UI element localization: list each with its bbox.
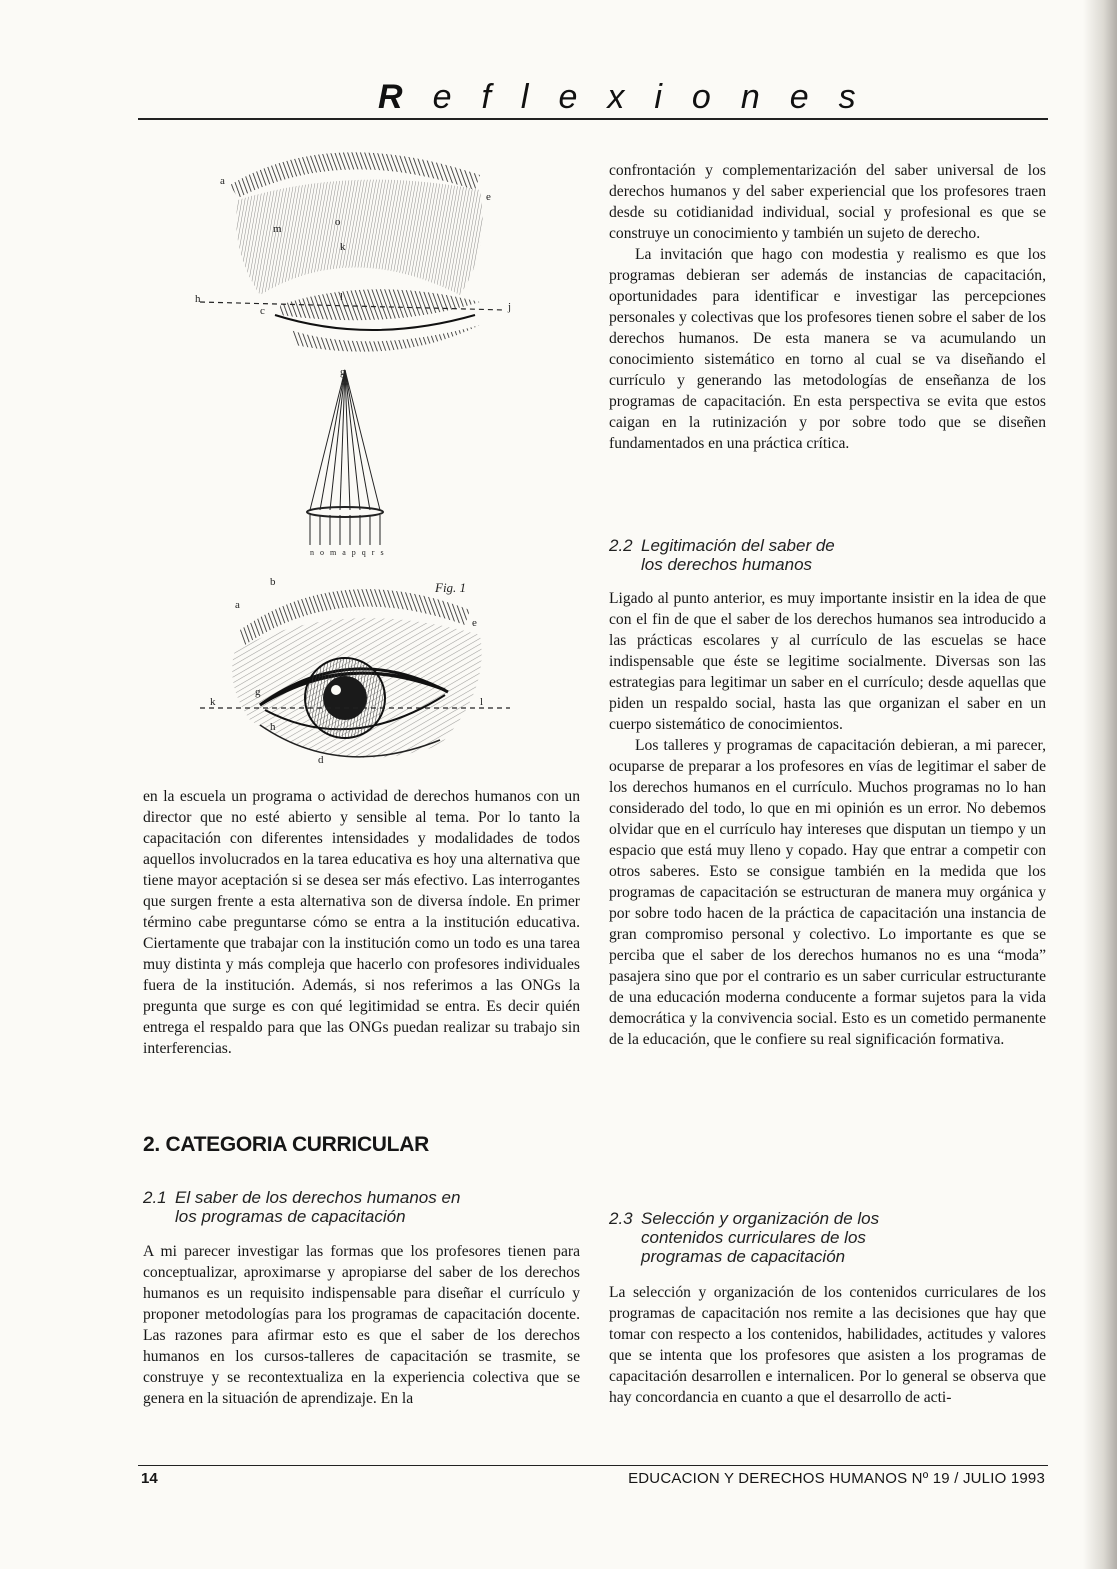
eye-anatomy-illustration (190, 130, 530, 785)
subheading-line: El saber de los derechos humanos en (175, 1188, 461, 1207)
label-fig: Fig. 1 (435, 580, 467, 595)
binding-shadow (1083, 0, 1117, 1569)
label-m: m (273, 223, 282, 235)
footer-rule (138, 1465, 1048, 1466)
paragraph: La invitación que hago con modestia y realismo es que los programas debieran ser además de instancias de capacitación, oportunidades para identificar e investigar las percepciones personales y colectivas que los profesores tienen sobre el saber de los derechos humanos. De esta manera se va acumulando un conocimiento sistemático en torno al cual se va diseñando el currículo y generando las metodologías de enseñanza de los programas de capacitación. En esta perspectiva se evita que estos caigan en la rutinización y por sobre todo que se diseñen fundamentados en una práctica crítica. (609, 246, 1046, 452)
right-column-text-bottom (609, 1282, 1046, 1408)
paragraph: Los talleres y programas de capacitación debieran, a mi parecer, ocuparse de preparar a los profesores en vías de legitimar el saber de los derechos humanos en el currículo. Muchos programas no lo han considerado del todo, lo que en mi opinión es un error. No debemos olvidar que en el currículo hay intereses que disputan un tiempo y un espacio que está muy lleno y copado. Hay que entrar a competir con otros saberes. Esto se consigue también en la medida que los programas de capacitación se estructuran de manera muy orgánica y por sobre todo hacen de la práctica de capacitación una instancia de gran compromiso personal y colectivo. Lo importante es que se perciba que el saber de los derechos humanos no es una “moda” pasajera sino que por el contrario es un saber curricular estructurante de una educación moderna conducente a formar sujetos para la vida democrática y la convivencia social. Esto es un cometido permanente de la educación, que le confiere su real significación formativa. (609, 737, 1046, 1048)
label-k-lower: k (210, 696, 216, 708)
label-b-lower: b (270, 576, 276, 588)
light-cone-diagram (307, 370, 383, 545)
right-column-text-middle (609, 588, 1046, 1050)
section-heading-2: 2. CATEGORIA CURRICULAR (143, 1133, 429, 1156)
label-e-lower: e (472, 617, 477, 629)
label-g-upper: g (340, 366, 346, 378)
subheading-line: Legitimación del saber de (641, 536, 835, 555)
subheading-number: 2.3 (609, 1209, 633, 1228)
subheading-line: los programas de capacitación (175, 1207, 406, 1226)
label-d: d (318, 754, 324, 766)
label-a-lower: a (235, 599, 240, 611)
header-rule (138, 118, 1048, 120)
subheading-line: los derechos humanos (641, 555, 813, 574)
subheading-line: Selección y organización de los (641, 1209, 880, 1228)
subheading-number: 2.2 (609, 536, 633, 555)
label-e-upper: e (486, 191, 491, 203)
label-l-upper: l (340, 291, 344, 303)
subheading-line: contenidos curriculares de los (641, 1228, 866, 1247)
closed-eye-drawing (200, 152, 505, 351)
paragraph: Ligado al punto anterior, es muy importante insistir en la idea de que con el fin de que el saber de los derechos humanos sea introducido a las prácticas escolares y al currículo de las escuelas se hace indispensable que éste se legitime socialmente. Diversas son las estrategias para legitimar un saber en el currículo; desde aquellas que piden un respaldo social, hasta las que organizan el saber en un cuerpo sistemático de conocimientos. (609, 590, 1046, 733)
running-header-rest: eflexiones (432, 78, 886, 116)
paragraph: La selección y organización de los contenidos curriculares de los programas de capacitación nos remite a las decisiones que hay que tomar con respecto a los contenidos, habilidades, actitudes y valores que se intenta que los profesores que asisten a los programas de capacitación desarrollen e internalicen. Por lo general se observa que hay concordancia en cuanto a que el desarrollo de acti- (609, 1284, 1046, 1406)
running-header-initial: R (378, 78, 433, 116)
subheading-line: programas de capacitación (641, 1247, 846, 1266)
label-k-upper: k (340, 241, 346, 253)
running-header (378, 78, 886, 118)
paragraph: en la escuela un programa o actividad de derechos humanos con un director que no esté abierto y sensible al tema. Por lo tanto la capacitación con diferentes intensidades y modalidades de todos aquellos involucrados en la tarea educativa es hoy una alternativa que tiene mayor aceptación si se desea ser más efectivo. Las interrogantes que surgen frente a esta alternativa son de diversa índole. En primer término cabe preguntarse cómo se entra a la institución educativa. Ciertamente que trabajar con la institución como un todo es una tarea muy distinta y más compleja que hacerlo con profesores individuales fuera de la institución. Además, si nos referimos a las ONGs la pregunta que surge es con qué legitimidad se entra. Es decir quién entrega el respaldo para que las ONGs puedan realizar su trabajo sin interferencias. (143, 788, 580, 1057)
label-c: c (260, 305, 265, 317)
label-j: j (508, 301, 512, 313)
page-number: 14 (141, 1470, 158, 1487)
label-g-lower: g (255, 686, 261, 698)
label-focus: n o m a p q r s (310, 548, 386, 557)
right-column-text-top (609, 160, 1046, 454)
label-o: o (335, 216, 341, 228)
label-a-upper: a (220, 175, 225, 187)
label-l-lower: l (480, 696, 484, 708)
paragraph: confrontación y complementarización del saber universal de los derechos humanos y del saber experiencial que los profesores traen desde su cotidianidad individual, social y profesional es que se construye un conocimiento y también un sujeto de derecho. (609, 162, 1046, 242)
left-column-text-bottom (143, 1241, 580, 1409)
subheading-2-1 (143, 1188, 583, 1226)
subheading-2-2 (609, 536, 1049, 574)
open-eye-drawing (200, 589, 510, 758)
subheading-number: 2.1 (143, 1188, 167, 1207)
left-column-text-top (143, 786, 580, 1059)
label-h-upper: h (195, 293, 201, 305)
publication-footer: EDUCACION Y DERECHOS HUMANOS Nº 19 / JULIO 1993 (628, 1470, 1045, 1487)
subheading-2-3 (609, 1209, 1049, 1266)
label-h-lower: h (270, 721, 276, 733)
paragraph: A mi parecer investigar las formas que los profesores tienen para conceptualizar, aproximarse y apropiarse del saber de los derechos humanos es un requisito indispensable para diseñar el currículo y proponer metodologías para los programas de capacitación docente. Las razones para afirmar esto es que el saber de los derechos humanos en los cursos-talleres de capacitación se trasmite, se construye y se recontextualiza en la experiencia colectiva que se genera en la situación de aprendizaje. En la (143, 1243, 580, 1407)
